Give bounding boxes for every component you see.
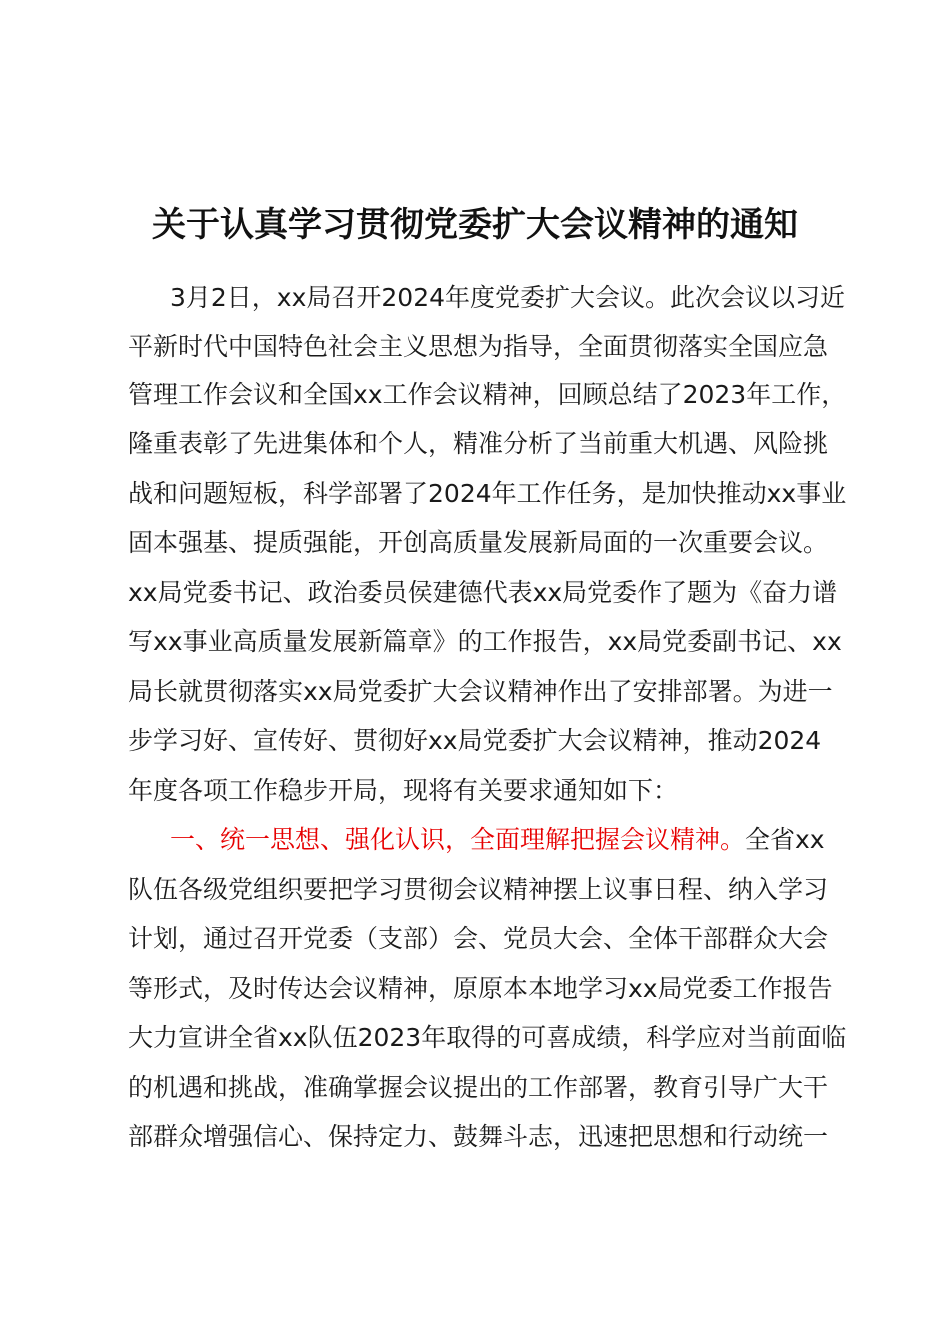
paragraph-line: 计划，通过召开党委（支部）会、党员大会、全体干部群众大会 — [128, 924, 829, 953]
section-heading: 一、统一思想、强化认识，全面理解把握会议精神。 — [170, 825, 746, 854]
paragraph-line: 隆重表彰了先进集体和个人，精准分析了当前重大机遇、风险挑 — [128, 429, 829, 458]
paragraph-line: 等形式，及时传达会议精神，原原本本地学习xx局党委工作报告 — [128, 974, 833, 1003]
document-title: 关于认真学习贯彻党委扩大会议精神的通知 — [152, 205, 798, 245]
section-first-line — [170, 820, 900, 860]
paragraph-line: 部群众增强信心、保持定力、鼓舞斗志，迅速把思想和行动统一 — [128, 1122, 829, 1151]
paragraph-line: 写xx事业高质量发展新篇章》的工作报告，xx局党委副书记、xx — [128, 627, 842, 656]
paragraph-line: 队伍各级党组织要把学习贯彻会议精神摆上议事日程、纳入学习 — [128, 875, 829, 904]
paragraph-line: 平新时代中国特色社会主义思想为指导，全面贯彻落实全国应急 — [128, 332, 829, 361]
paragraph-line: 3月2日，xx局召开2024年度党委扩大会议。此次会议以习近 — [170, 283, 846, 312]
paragraph-line: 战和问题短板，科学部署了2024年工作任务，是加快推动xx事业 — [128, 479, 847, 508]
paragraph-line: xx局党委书记、政治委员侯建德代表xx局党委作了题为《奋力谱 — [128, 578, 838, 607]
paragraph-line: 年度各项工作稳步开局，现将有关要求通知如下： — [128, 776, 679, 805]
paragraph-line: 管理工作会议和全国xx工作会议精神，回顾总结了2023年工作， — [128, 380, 847, 409]
paragraph-line: 局长就贯彻落实xx局党委扩大会议精神作出了安排部署。为进一 — [128, 677, 833, 706]
paragraph-line: 步学习好、宣传好、贯彻好xx局党委扩大会议精神，推动2024 — [128, 726, 822, 755]
section-heading-rest: 全省xx — [745, 825, 825, 854]
paragraph-line: 固本强基、提质强能，开创高质量发展新局面的一次重要会议。 — [128, 528, 829, 557]
paragraph-line: 的机遇和挑战，准确掌握会议提出的工作部署，教育引导广大干 — [128, 1073, 829, 1102]
paragraph-line: 大力宣讲全省xx队伍2023年取得的可喜成绩，科学应对当前面临 — [128, 1023, 847, 1052]
